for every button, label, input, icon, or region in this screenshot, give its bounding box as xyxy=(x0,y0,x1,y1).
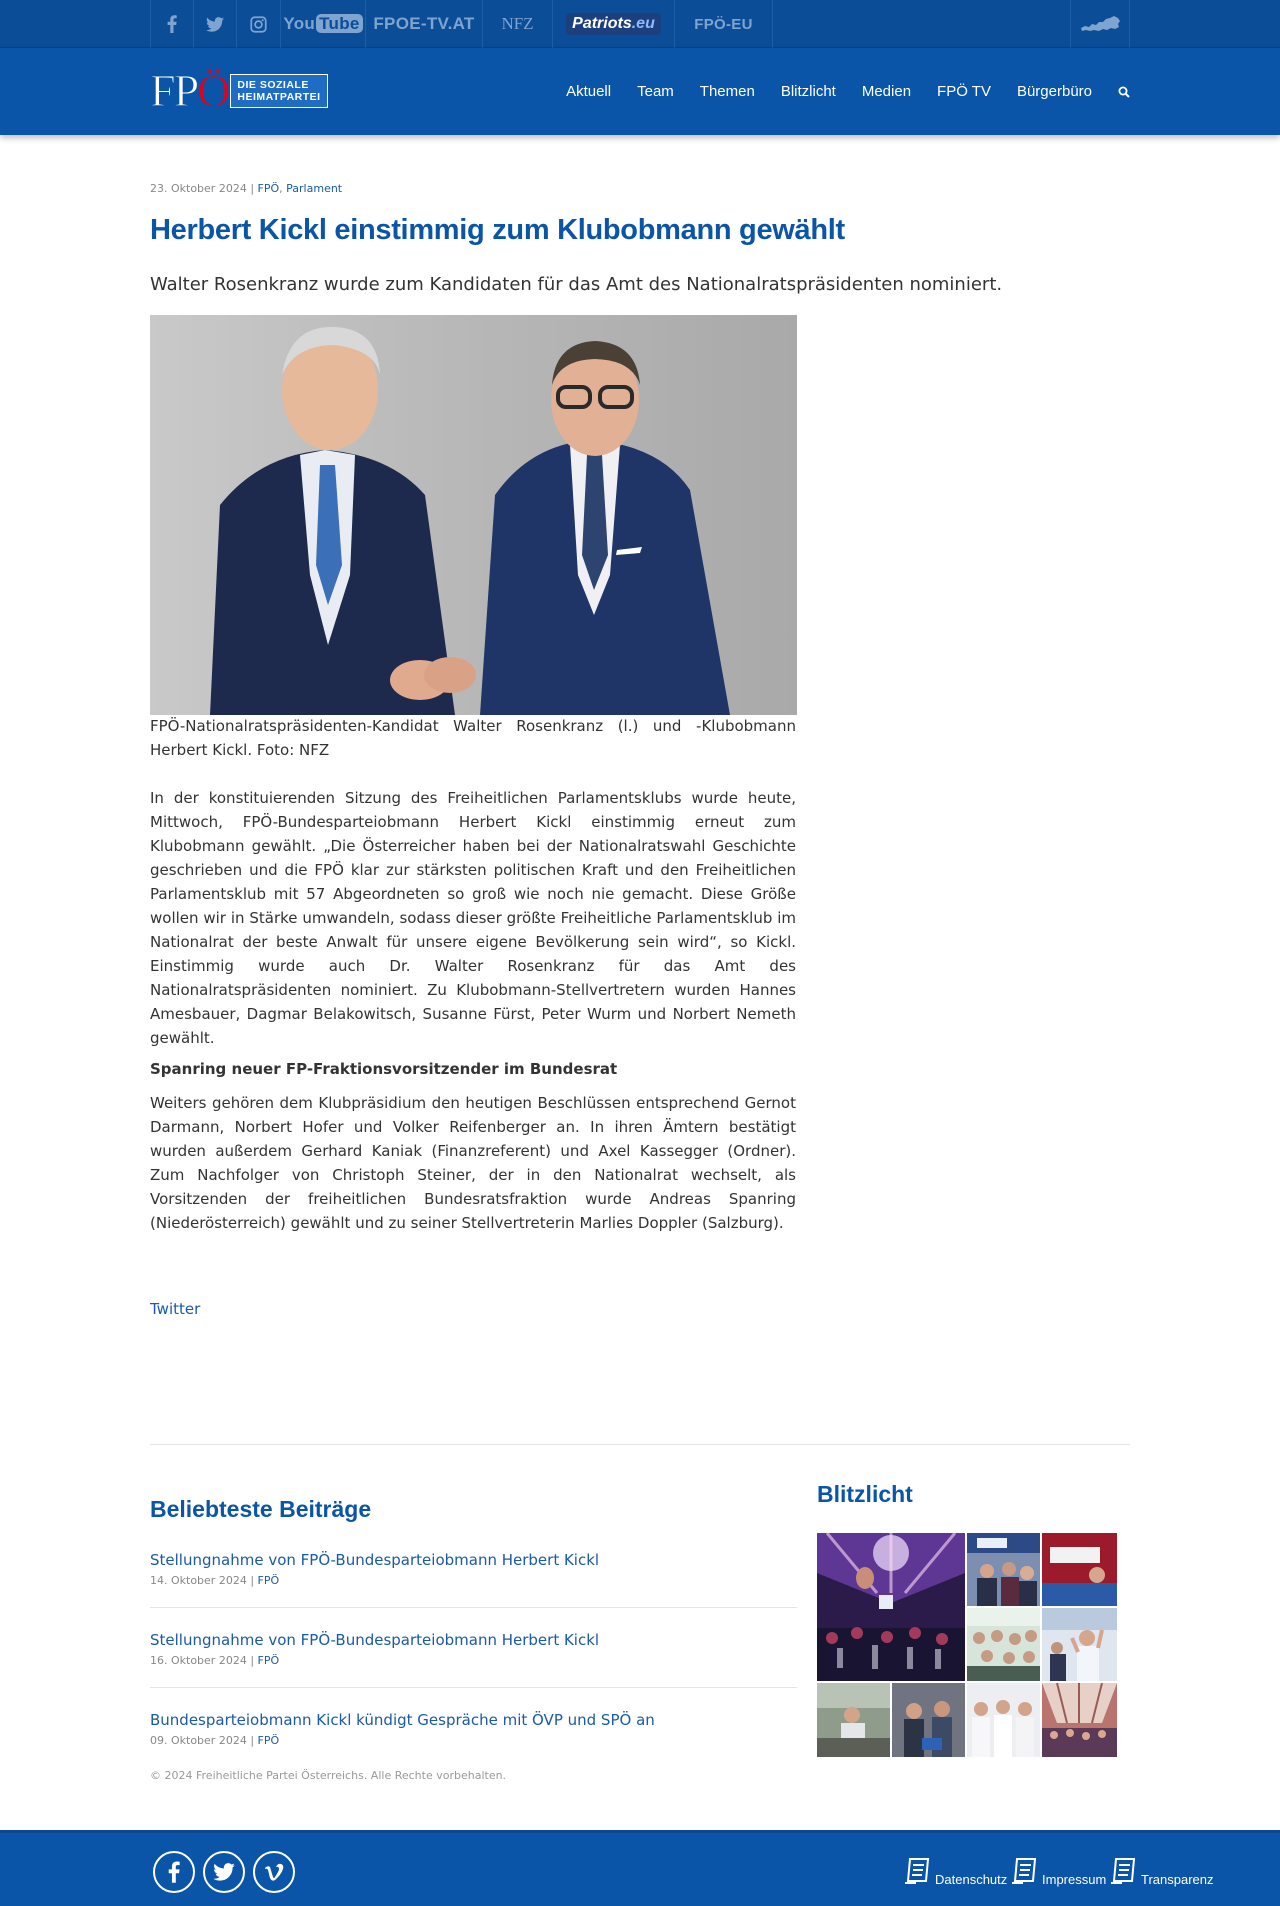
top-bar xyxy=(0,0,1280,48)
copyright-text: © 2024 Freiheitliche Partei Österreichs. Alle Rechte vorbehalten. xyxy=(150,1769,507,1782)
photo-caption: FPÖ-Nationalratspräsidenten-Kandidat Walter Rosenkranz (l.) und -Klubobmann Herbert Kickl. Foto: NFZ xyxy=(150,717,796,759)
nav-item-blitzlicht[interactable]: Blitzlicht xyxy=(780,83,836,100)
austria-map-link[interactable] xyxy=(1070,0,1130,48)
gallery-thumbnail[interactable] xyxy=(817,1683,890,1757)
nav-item-themen[interactable]: Themen xyxy=(699,83,755,100)
gallery-thumbnail[interactable] xyxy=(817,1533,965,1681)
post-meta: 16. Oktober 2024 | FPÖ xyxy=(150,1654,280,1667)
nfz-logo: NFZ xyxy=(501,14,534,33)
post-meta: 14. Oktober 2024 | FPÖ xyxy=(150,1574,280,1587)
article-meta: 23. Oktober 2024 | FPÖ, Parlament xyxy=(150,182,343,195)
logo-tagline: DIE SOZIALE HEIMATPARTEI xyxy=(230,74,327,108)
gallery-thumbnail[interactable] xyxy=(1042,1533,1117,1606)
footer-twitter-link[interactable] xyxy=(203,1851,245,1893)
fpo-eu-link[interactable] xyxy=(675,0,773,48)
footer-vimeo-link[interactable] xyxy=(253,1851,295,1893)
category-link-fpo[interactable]: FPÖ xyxy=(257,1654,280,1667)
article-title: Herbert Kickl einstimmig zum Klubobmann gewählt xyxy=(150,214,845,246)
twitter-share-link[interactable]: Twitter xyxy=(150,1300,201,1318)
list-divider xyxy=(150,1687,797,1688)
search-button[interactable] xyxy=(1118,86,1130,98)
document-icon xyxy=(1108,1855,1140,1887)
twitter-link[interactable] xyxy=(194,0,237,48)
gallery-thumbnail[interactable] xyxy=(967,1608,1040,1681)
fpo-eu-logo: FPÖ-EU xyxy=(694,15,753,33)
footer-link-impressum[interactable]: Impressum xyxy=(1009,1847,1106,1887)
document-icon xyxy=(1009,1855,1041,1887)
austria-map-icon xyxy=(1079,14,1121,34)
main-header xyxy=(0,48,1280,135)
nav-item-team[interactable]: Team xyxy=(637,83,674,100)
patriots-logo: Patriots.eu xyxy=(566,13,661,35)
gallery-thumbnail[interactable] xyxy=(967,1533,1040,1606)
nav-item-medien[interactable]: Medien xyxy=(861,83,912,100)
popular-post-link[interactable]: Bundesparteiobmann Kickl kündigt Gespräche mit ÖVP und SPÖ an xyxy=(150,1711,655,1729)
nav-item-aktuell[interactable]: Aktuell xyxy=(566,83,612,100)
article-lead: Walter Rosenkranz wurde zum Kandidaten für das Amt des Nationalratspräsidenten nominiert. xyxy=(150,274,1003,295)
fpoe-tv-logo: FPOE-TV.AT xyxy=(373,14,475,33)
youtube-link[interactable] xyxy=(281,0,366,48)
gallery-thumbnail[interactable] xyxy=(1042,1683,1117,1757)
article-paragraph: Weiters gehören dem Klubpräsidium den heutigen Beschlüssen entsprechend Gernot Darmann, Norbert Hofer und Volker Reifenberger an. In ihren Ämtern bestätigt wurden außerdem Gerhard Kaniak (Finanzreferent) und Axel Kassegger (Ordner). Zum Nachfolger von Christoph Steiner, der in den Nationalrat wechselt, als Vorsitzenden der freiheitlichen Bundesratsfraktion wurde Andreas Spanring (Niederösterreich) gewählt und zu seiner Stellvertreterin Marlies Doppler (Salzburg). xyxy=(150,1094,796,1232)
nfz-link[interactable] xyxy=(483,0,553,48)
logo-wordmark: FPÖ xyxy=(150,65,229,116)
document-icon xyxy=(902,1855,934,1887)
facebook-link[interactable] xyxy=(150,0,194,48)
youtube-logo: You Tube xyxy=(283,14,362,34)
nav-item-buergerbuero[interactable]: Bürgerbüro xyxy=(1016,83,1092,100)
article-photo xyxy=(150,315,797,715)
article-paragraph: In der konstituierenden Sitzung des Freiheitlichen Parlamentsklubs wurde heute, Mittwoch, FPÖ-Bundesparteiobmann Herbert Kickl einstimmig erneut zum Klubobmann gewählt. „Die Österreicher haben bei der Nationalratswahl Geschichte geschrieben und die FPÖ klar zur stärksten politischen Kraft und den Freiheitlichen Parlamentsklub mit 57 Abgeordneten so groß wie noch nie gemacht. Diese Größe wollen wir in Stärke umwandeln, sodass dieser größte Freiheitliche Parlamentsklub im Nationalrat der beste Anwalt für unsere eigene Bevölkerung sein wird“, so Kickl. Einstimmig wurde auch Dr. Walter Rosenkranz für das Amt des Nationalratspräsidenten nominiert. Zu Klubobmann-Stellvertretern wurden Hannes Amesbauer, Dagmar Belakowitsch, Susanne Fürst, Peter Wurm und Norbert Nemeth gewählt. xyxy=(150,789,796,1047)
blitzlicht-gallery xyxy=(817,1533,1117,1757)
twitter-icon xyxy=(206,17,224,32)
blitzlicht-heading: Blitzlicht xyxy=(817,1481,913,1507)
main-nav xyxy=(540,48,1130,135)
section-divider xyxy=(150,1444,1130,1445)
gallery-thumbnail[interactable] xyxy=(892,1683,965,1757)
facebook-icon xyxy=(168,1861,180,1883)
footer-facebook-link[interactable] xyxy=(153,1851,195,1893)
gallery-thumbnail[interactable] xyxy=(967,1683,1040,1757)
list-item xyxy=(150,1710,797,1747)
list-item xyxy=(150,1550,797,1587)
article-subheading: Spanring neuer FP-Fraktionsvorsitzender im Bundesrat xyxy=(150,1060,618,1078)
gallery-thumbnail[interactable] xyxy=(1042,1608,1117,1681)
footer-link-transparenz[interactable]: Transparenz xyxy=(1108,1847,1214,1887)
article-date: 23. Oktober 2024 xyxy=(150,182,247,195)
category-link-fpo[interactable]: FPÖ xyxy=(257,1734,280,1747)
search-icon xyxy=(1118,86,1130,98)
footer-link-datenschutz[interactable]: Datenschutz xyxy=(902,1847,1007,1887)
fpoe-tv-link[interactable] xyxy=(366,0,483,48)
popular-post-link[interactable]: Stellungnahme von FPÖ-Bundesparteiobmann Herbert Kickl xyxy=(150,1551,600,1569)
category-link-fpo[interactable]: FPÖ xyxy=(257,1574,280,1587)
instagram-link[interactable] xyxy=(237,0,281,48)
site-footer xyxy=(0,1830,1280,1906)
category-link-parlament[interactable]: Parlament xyxy=(286,182,343,195)
twitter-icon xyxy=(213,1863,235,1881)
fpo-logo[interactable] xyxy=(150,65,328,116)
list-divider xyxy=(150,1607,797,1608)
vimeo-icon xyxy=(264,1863,284,1881)
nav-item-fpo-tv[interactable]: FPÖ TV xyxy=(937,83,991,100)
facebook-icon xyxy=(167,15,177,33)
patriots-link[interactable] xyxy=(553,0,675,48)
list-item xyxy=(150,1630,797,1667)
category-link-fpo[interactable]: FPÖ xyxy=(257,182,280,195)
post-meta: 09. Oktober 2024 | FPÖ xyxy=(150,1734,280,1747)
instagram-icon xyxy=(250,16,267,33)
popular-posts-heading: Beliebteste Beiträge xyxy=(150,1496,372,1522)
popular-post-link[interactable]: Stellungnahme von FPÖ-Bundesparteiobmann Herbert Kickl xyxy=(150,1631,600,1649)
